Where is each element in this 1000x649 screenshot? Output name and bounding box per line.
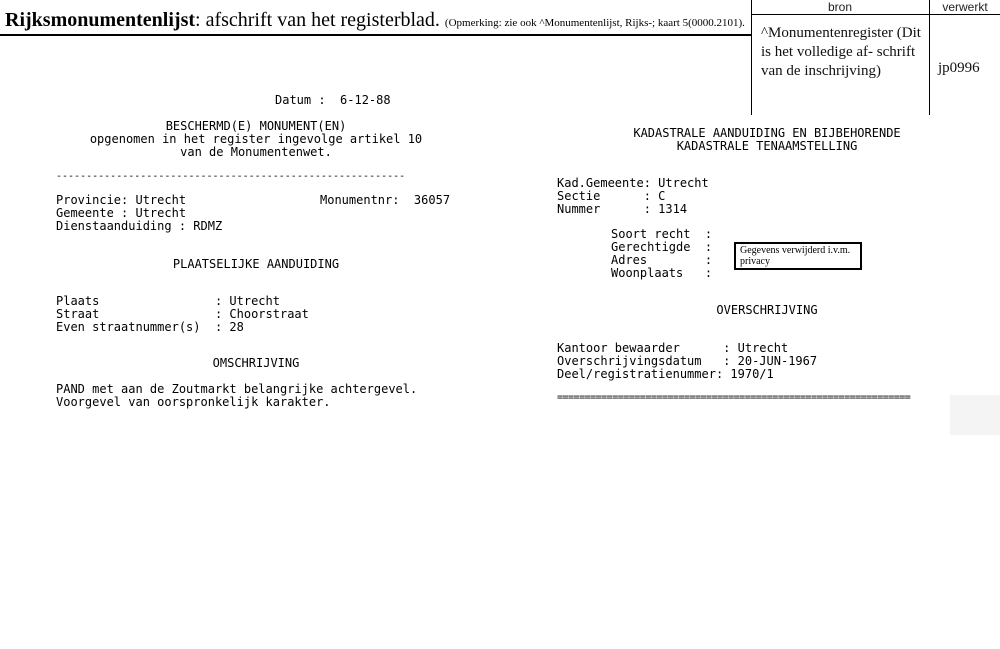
source-table bbox=[751, 0, 1000, 115]
monumentnr-field: Monumentnr: 36057 bbox=[320, 193, 451, 207]
overschrijving-heading: OVERSCHRIJVING bbox=[716, 303, 818, 317]
kad-gemeente-field: Kad.Gemeente: Utrecht bbox=[557, 176, 709, 190]
overschrijvingsdatum-field: Overschrijvingsdatum : 20-JUN-1967 bbox=[557, 354, 818, 368]
straatnummer-field: Even straatnummer(s) : 28 bbox=[56, 320, 244, 334]
nummer-field: Nummer : 1314 bbox=[557, 202, 688, 216]
kadastrale-heading: KADASTRALE AANDUIDING EN BIJBEHORENDE bbox=[633, 126, 901, 140]
kadastrale-subheading: KADASTRALE TENAAMSTELLING bbox=[676, 139, 858, 153]
verwerkt-value: jp0996 bbox=[938, 60, 980, 76]
gemeente-field: Gemeente : Utrecht bbox=[56, 206, 187, 220]
equals-rule: ================================================================ bbox=[557, 392, 911, 403]
bron-value: ^Monumentenregister (Dit is het volledige af- schrift van de inschrijving) bbox=[761, 25, 921, 79]
adres-field: Adres : bbox=[611, 253, 713, 267]
monument-heading: BESCHERMD(E) MONUMENT(EN) bbox=[165, 119, 347, 133]
plaatselijke-aanduiding-heading: PLAATSELIJKE AANDUIDING bbox=[172, 257, 340, 271]
deel-registratienummer-field: Deel/registratienummer: 1970/1 bbox=[557, 367, 774, 381]
table-header-rule bbox=[751, 14, 1000, 15]
monument-subheading: opgenomen in het register ingevolge artikel 10 bbox=[89, 132, 423, 146]
page-header-title bbox=[5, 8, 750, 35]
dienstaanduiding-field: Dienstaanduiding : RDMZ bbox=[56, 219, 223, 233]
verwerkt-header: verwerkt bbox=[942, 0, 988, 14]
header-title-rest: : afschrift van het registerblad. bbox=[195, 9, 440, 31]
soort-recht-field: Soort recht : bbox=[611, 227, 713, 241]
dash-rule: ---------------------------------------------------------- bbox=[56, 171, 406, 182]
bron-header: bron bbox=[827, 0, 853, 14]
monument-subheading-2: van de Monumentenwet. bbox=[180, 145, 332, 159]
provincie-field: Provincie: Utrecht bbox=[56, 193, 187, 207]
plaats-field: Plaats : Utrecht bbox=[56, 294, 280, 308]
straat-field: Straat : Choorstraat bbox=[56, 307, 309, 321]
header-note: (Opmerking: zie ook ^Monumentenlijst, Rijks-; kaart 5(0000.2101). bbox=[444, 17, 745, 29]
omschrijving-heading: OMSCHRIJVING bbox=[212, 356, 300, 370]
sectie-field: Sectie : C bbox=[557, 189, 666, 203]
woonplaats-field: Woonplaats : bbox=[611, 266, 713, 280]
header-title-bold: Rijksmonumentenlijst bbox=[5, 9, 196, 31]
omschrijving-line-2: Voorgevel van oorspronkelijk karakter. bbox=[56, 395, 331, 409]
header-rule bbox=[0, 34, 752, 36]
omschrijving-line-1: PAND met aan de Zoutmarkt belangrijke achtergevel. bbox=[56, 382, 418, 396]
table-border-left bbox=[751, 0, 752, 115]
kantoor-bewaarder-field: Kantoor bewaarder : Utrecht bbox=[557, 341, 789, 355]
privacy-redaction-box: Gegevens verwijderd i.v.m. privacy bbox=[734, 242, 862, 270]
gerechtigde-field: Gerechtigde : bbox=[611, 240, 713, 254]
datum-line: Datum : 6-12-88 bbox=[275, 93, 391, 107]
